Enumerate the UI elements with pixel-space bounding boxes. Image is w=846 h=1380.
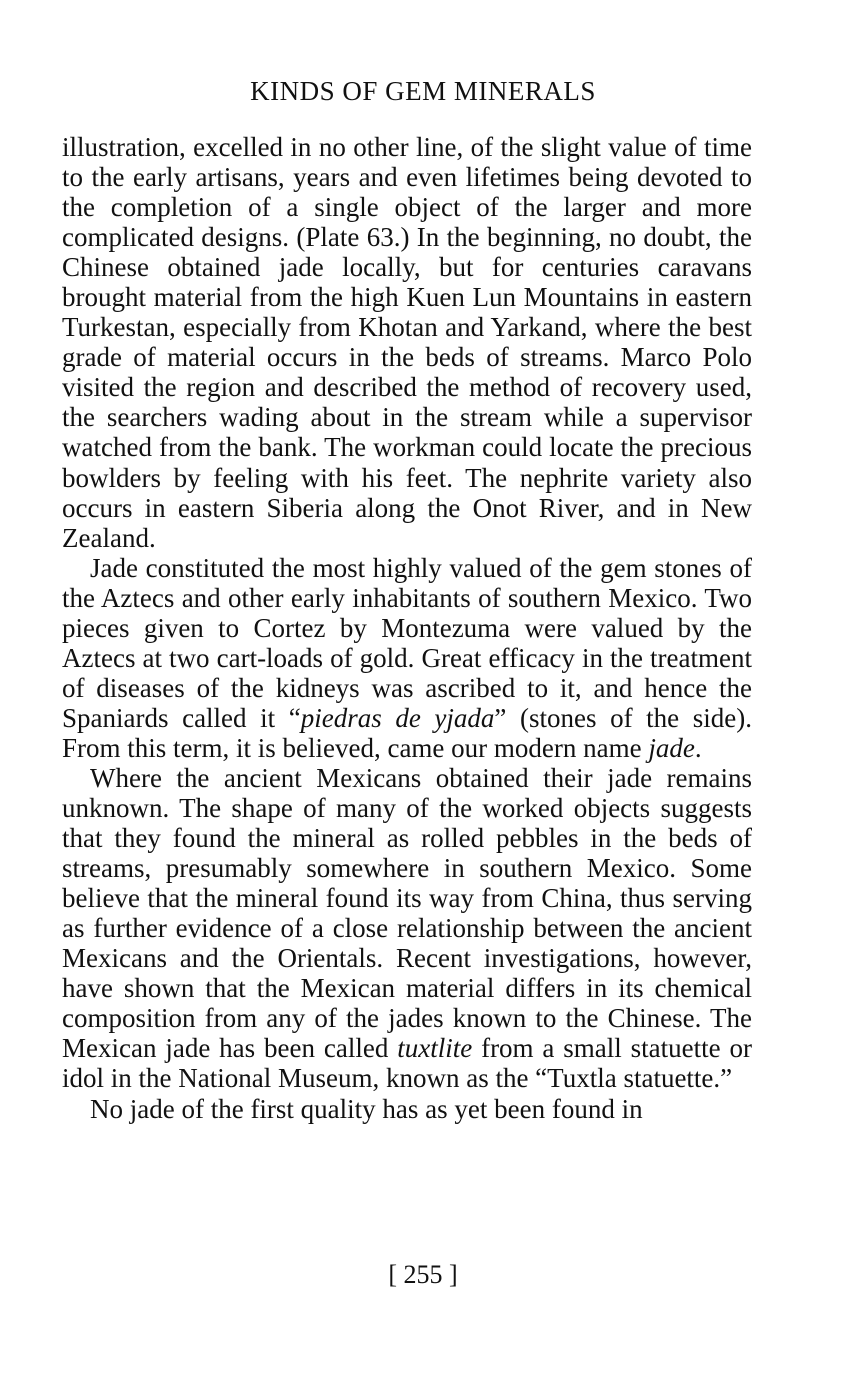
italic-text-run: piedras de yjada bbox=[300, 702, 495, 733]
paragraph bbox=[62, 553, 752, 763]
text-run: Jade constituted the most highly valued of the gem stones of the Aztecs and other early inhabitants of southern Mexico. Two pieces given to Cortez by Montezuma were valued by the Aztecs at two cart-loads of gold. Great efficacy in the treatment of diseases of the kidneys was ascribed to it, and hence the Spaniards called it “ bbox=[62, 552, 752, 733]
body-text bbox=[62, 132, 752, 1124]
text-run: illustration, excelled in no other line, of the slight value of time to the early artisans, years and even lifetimes being devoted to the completion of a single object of the larger and more complicated designs. (Plate 63.) In the beginning, no doubt, the Chinese obtained jade locally, but for centuries caravans brought material from the high Kuen Lun Mountains in eastern Turkestan, especially from Khotan and Yarkand, where the best grade of material occurs in the beds of streams. Marco Polo visited the region and described the method of recovery used, the searchers wading about in the stream while a supervisor watched from the bank. The workman could locate the precious bowlders by feeling with his feet. The nephrite variety also occurs in eastern Siberia along the Onot River, and in New Zealand. bbox=[62, 132, 752, 553]
paragraph bbox=[62, 1094, 752, 1124]
italic-text-run: tuxtlite bbox=[397, 1033, 473, 1064]
italic-text-run: jade bbox=[648, 732, 695, 763]
text-run: Where the ancient Mexicans obtained their jade remains unknown. The shape of many of the worked objects suggests that they found the mineral as rolled pebbles in the beds of streams, presumably somewhere in southern Mexico. Some believe that the mineral found its way from China, thus serving as further evidence of a close relationship between the ancient Mexicans and the Orientals. Recent investigations, however, have shown that the Mexican material differs in its chemical composition from any of the jades known to the Chinese. The Mexican jade has been called bbox=[62, 762, 752, 1064]
page-number: [ 255 ] bbox=[388, 1260, 458, 1289]
text-run: from a small statuette or idol in the National Museum, known as the “Tuxtla statuette.” bbox=[62, 1033, 752, 1094]
paragraph bbox=[62, 763, 752, 1094]
paragraph bbox=[62, 132, 752, 553]
running-head: KINDS OF GEM MINERALS bbox=[250, 76, 596, 106]
text-run: . bbox=[694, 732, 702, 763]
text-run: No jade of the first quality has as yet been found in bbox=[90, 1093, 643, 1124]
text-run: ” (stones of the side). From this term, it is believed, came our modern name bbox=[62, 702, 752, 763]
